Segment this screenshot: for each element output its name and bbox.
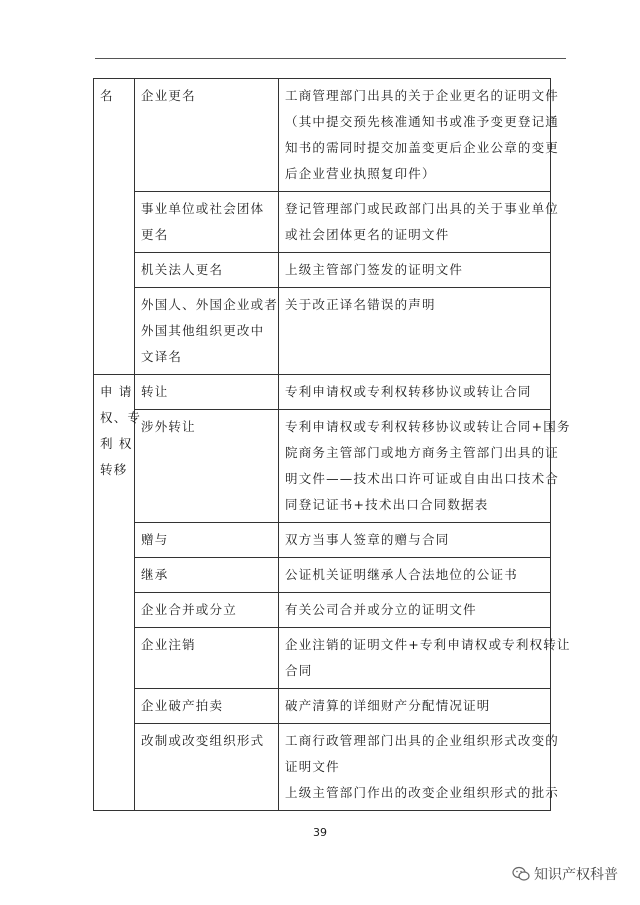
document-cell: 公证机关证明继承人合法地位的公证书 [279, 558, 551, 593]
document-cell: 工商管理部门出具的关于企业更名的证明文件 （其中提交预先核准通知书或准予变更登记通 知书的需同时提交加盖变更后企业公章的变更 后企业营业执照复印件） [279, 79, 551, 192]
item-cell: 转让 [135, 375, 279, 410]
category-cell: 名 [94, 79, 135, 375]
header-rule [95, 58, 566, 59]
watermark [512, 864, 618, 884]
item-cell: 外国人、外国企业或者 外国其他组织更改中 文译名 [135, 288, 279, 375]
item-cell: 继承 [135, 558, 279, 593]
table-row [94, 410, 551, 523]
item-cell: 企业合并或分立 [135, 593, 279, 628]
item-cell: 企业破产拍卖 [135, 689, 279, 724]
table-row [94, 558, 551, 593]
table-row [94, 288, 551, 375]
document-cell: 工商行政管理部门出具的企业组织形式改变的 证明文件 上级主管部门作出的改变企业组织形式的批示 [279, 724, 551, 811]
document-cell: 上级主管部门签发的证明文件 [279, 253, 551, 288]
document-cell: 登记管理部门或民政部门出具的关于事业单位 或社会团体更名的证明文件 [279, 192, 551, 253]
table-row [94, 593, 551, 628]
table-row [94, 192, 551, 253]
table-row [94, 79, 551, 192]
table-row [94, 375, 551, 410]
item-cell: 涉外转让 [135, 410, 279, 523]
document-cell: 专利申请权或专利权转移协议或转让合同+国务 院商务主管部门或地方商务主管部门出具的证 明文件——技术出口许可证或自由出口技术合 同登记证书+技术出口合同数据表 [279, 410, 551, 523]
item-cell: 事业单位或社会团体 更名 [135, 192, 279, 253]
page-number: 39 [313, 826, 327, 839]
watermark-label: 知识产权科普 [534, 867, 618, 883]
table-row [94, 253, 551, 288]
document-cell: 关于改正译名错误的声明 [279, 288, 551, 375]
table-row [94, 523, 551, 558]
document-cell: 企业注销的证明文件+专利申请权或专利权转让 合同 [279, 628, 551, 689]
item-cell: 机关法人更名 [135, 253, 279, 288]
wechat-icon [512, 866, 530, 882]
table-row [94, 724, 551, 811]
item-cell: 企业更名 [135, 79, 279, 192]
document-cell: 专利申请权或专利权转移协议或转让合同 [279, 375, 551, 410]
category-cell: 申 请 权、专 利 权 转移 [94, 375, 135, 811]
item-cell: 赠与 [135, 523, 279, 558]
table-row [94, 628, 551, 689]
table-row [94, 689, 551, 724]
document-cell: 有关公司合并或分立的证明文件 [279, 593, 551, 628]
document-cell: 破产清算的详细财产分配情况证明 [279, 689, 551, 724]
requirements-table [93, 78, 571, 811]
document-cell: 双方当事人签章的赠与合同 [279, 523, 551, 558]
item-cell: 企业注销 [135, 628, 279, 689]
item-cell: 改制或改变组织形式 [135, 724, 279, 811]
